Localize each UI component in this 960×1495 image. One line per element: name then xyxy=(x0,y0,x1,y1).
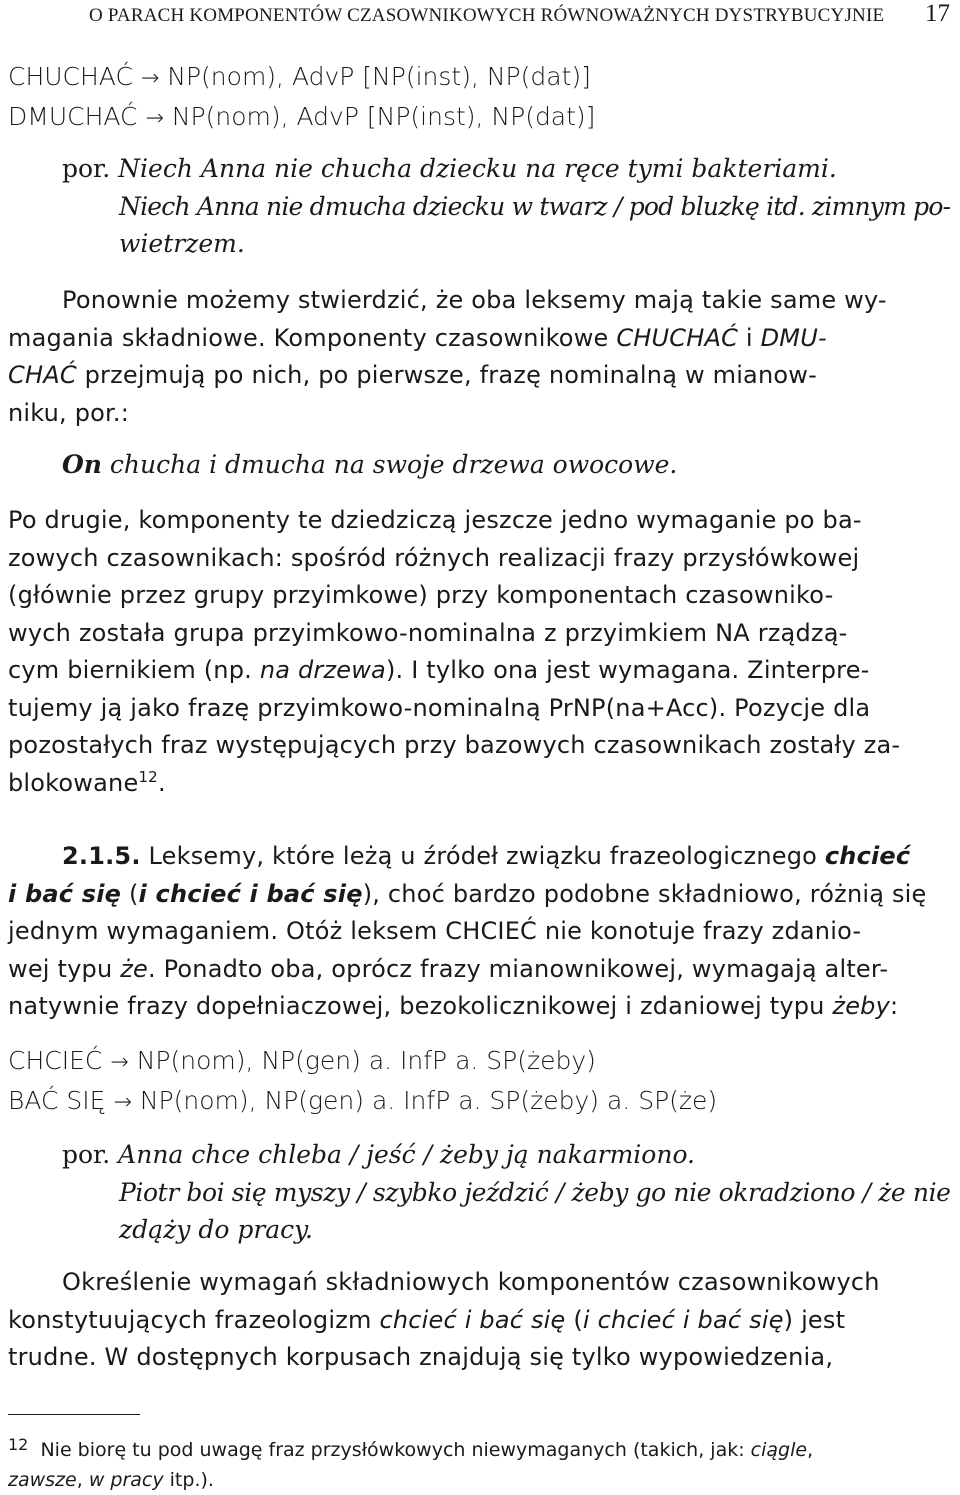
footnote-ref[interactable]: 12 xyxy=(138,767,158,786)
example-sentence: Niech Anna nie dmucha dziecku w twarz / pod bluzkę itd. zimnym po- xyxy=(119,191,951,221)
page-header xyxy=(8,0,952,30)
verb-lexeme: BAĆ SIĘ xyxy=(8,1085,106,1115)
paragraph: Po drugie, komponenty te dziedziczą jeszcze jedno wymaganie po ba- zowych czasownikach: spośród różnych realizacji frazy przysłówkowej (głównie przez grupy przyimkowe) przy komponentach czasowniko- wych została grupa przyimkowo-nominalna z przyimkiem NA rządzą- cym biernikiem (np. na drzewa). I tylko ona jest wymagana. Zinterpre- tujemy ją jako frazę przyimkowo-nominalną PrNP(na+Acc). Pozycje dla pozostałych fraz występujących przy bazowych czasownikach zostały za- blokowane$^{12}$. xyxy=(8,506,901,797)
valency-frame xyxy=(8,1042,952,1082)
page-number: 17 xyxy=(925,0,950,27)
valency-frame xyxy=(8,1082,952,1122)
running-title: O PARACH KOMPONENTÓW CZASOWNIKOWYCH RÓWNOWAŻNYCH DYSTRYBUCYJNIE xyxy=(89,5,885,26)
valency-frame-list xyxy=(8,1042,952,1121)
frame-spec: NP(nom), NP(gen) a. InfP a. SP(żeby) xyxy=(136,1046,596,1075)
example-sentence: Anna chce chleba / jeść / żeby ją nakarmiono. xyxy=(118,1140,696,1169)
footnote-number: 12 xyxy=(8,1435,29,1454)
paragraph: 2.1.5. Leksemy, które leżą u źródeł związku frazeologicznego chcieć i bać się (i chcieć i bać się), choć bardzo podobne składniowo, różnią się jednym wymaganiem. Otóż leksem CHCIEĆ nie konotuje frazy zdanio- wej typu że. Ponadto oba, oprócz frazy mianownikowej, wymagają alter- natywnie frazy dopełniaczowej, bezokolicznikowej i zdaniowej typu żeby: xyxy=(8,842,927,1020)
example-block xyxy=(62,150,952,263)
verb-lexeme: DMUCHAĆ xyxy=(8,101,138,131)
frame-spec: NP(nom), AdvP [NP(inst), NP(dat)] xyxy=(171,101,596,131)
valency-frame xyxy=(8,58,952,98)
footnote-rule xyxy=(8,1414,140,1415)
paragraph: Ponownie możemy stwierdzić, że oba leksemy mają takie same wy- magania składniowe. Komponenty czasownikowe CHUCHAĆ i DMU- CHAĆ przejmują po nich, po pierwsze, frazę nominalną w mianow- niku, por.: xyxy=(8,286,887,427)
arrow-icon: → xyxy=(110,1050,129,1075)
example-sentence: Piotr boi się myszy / szybko jeździć / żeby go nie okradziono / że nie xyxy=(119,1177,951,1207)
example-block xyxy=(62,1136,952,1249)
example-sentence: wietrzem. xyxy=(119,229,245,258)
example-label: por. xyxy=(62,154,111,183)
valency-frame-list xyxy=(8,58,952,137)
example-sentence: On chucha i dmucha na swoje drzewa owocowe. xyxy=(62,450,678,479)
example-sentence: zdąży do pracy. xyxy=(119,1215,313,1244)
arrow-icon: → xyxy=(140,66,160,91)
arrow-icon: → xyxy=(145,105,164,131)
arrow-icon: → xyxy=(113,1089,132,1115)
example-sentence: Niech Anna nie chucha dziecku na ręce tymi bakteriami. xyxy=(118,154,837,183)
footnote: $^{12}$ Nie biorę tu pod uwagę fraz przysłówkowych niewymaganych (takich, jak: ciągle, zawsze, w pracy itp.). xyxy=(8,1435,814,1491)
frame-spec: NP(nom), AdvP [NP(inst), NP(dat)] xyxy=(167,62,591,91)
frame-spec: NP(nom), NP(gen) a. InfP a. SP(żeby) a. SP(że) xyxy=(139,1085,718,1115)
example-label: por. xyxy=(62,1140,111,1169)
section-number: 2.1.5. xyxy=(62,842,141,870)
verb-lexeme: CHCIEĆ xyxy=(8,1046,103,1075)
valency-frame xyxy=(8,98,952,138)
verb-lexeme: CHUCHAĆ xyxy=(8,62,133,91)
paragraph: Określenie wymagań składniowych komponentów czasownikowych konstytuujących frazeologizm chcieć i bać się (i chcieć i bać się) jest trudne. W dostępnych korpusach znajdują się tylko wypowiedzenia, xyxy=(8,1268,880,1371)
